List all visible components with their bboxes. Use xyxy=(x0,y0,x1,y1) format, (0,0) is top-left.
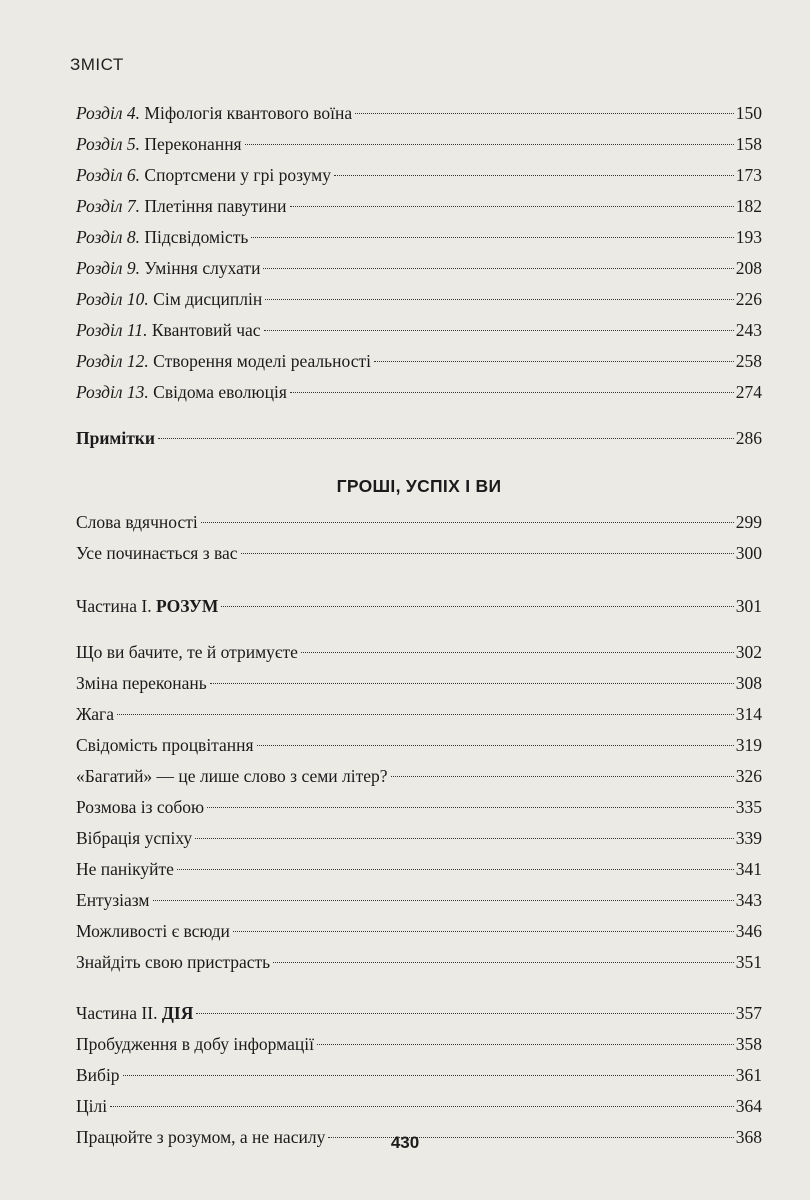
page-number: 208 xyxy=(735,258,762,278)
toc-entry xyxy=(76,668,762,699)
page-number: 343 xyxy=(735,890,762,910)
page-number: 346 xyxy=(735,921,762,941)
chapter-prefix: Розділ 7. xyxy=(76,196,141,216)
page-number: 339 xyxy=(735,828,762,848)
toc-entry xyxy=(76,284,762,315)
page-number: 368 xyxy=(735,1127,762,1147)
chapter-title: Підсвідомість xyxy=(140,227,249,247)
toc-entry xyxy=(76,1091,762,1122)
toc-entry xyxy=(76,1029,762,1060)
page-number: 173 xyxy=(735,165,762,185)
dot-leader xyxy=(245,144,734,145)
page-number: 226 xyxy=(735,289,762,309)
page-number: 193 xyxy=(735,227,762,247)
page-number: 243 xyxy=(735,320,762,340)
page-number: 150 xyxy=(735,103,762,123)
toc-entry xyxy=(76,315,762,346)
page-number: 274 xyxy=(735,382,762,402)
page-number: 361 xyxy=(735,1065,762,1085)
dot-leader xyxy=(123,1075,734,1076)
dot-leader xyxy=(158,438,734,439)
chapter-prefix: Розділ 9. xyxy=(76,258,141,278)
toc-entry xyxy=(76,916,762,947)
page-number: 301 xyxy=(735,596,762,616)
table-of-contents xyxy=(76,98,762,1153)
toc-part-heading xyxy=(76,591,762,622)
dot-leader xyxy=(264,330,734,331)
page-number: 314 xyxy=(735,704,762,724)
dot-leader xyxy=(251,237,733,238)
page-number: 364 xyxy=(735,1096,762,1116)
dot-leader xyxy=(177,869,734,870)
dot-leader xyxy=(257,745,734,746)
dot-leader xyxy=(221,606,733,607)
dot-leader xyxy=(391,776,734,777)
toc-entry xyxy=(76,129,762,160)
chapter-title: Сім дисциплін xyxy=(148,289,263,309)
entry-title: Пробудження в добу інформації xyxy=(76,1034,314,1054)
toc-entry xyxy=(76,222,762,253)
entry-title: Працюйте з розумом, а не насилу xyxy=(76,1127,326,1147)
page-number: 341 xyxy=(735,859,762,879)
dot-leader xyxy=(233,931,734,932)
entry-title: Можливості є всюди xyxy=(76,921,230,941)
entry-title: Слова вдячності xyxy=(76,512,198,532)
part-name: ДІЯ xyxy=(161,1003,194,1023)
dot-leader xyxy=(273,962,734,963)
notes-title: Примітки xyxy=(76,428,155,448)
entry-title: Жага xyxy=(76,704,114,724)
page-number: 308 xyxy=(735,673,762,693)
section-heading: ГРОШІ, УСПІХ І ВИ xyxy=(336,476,502,496)
dot-leader xyxy=(334,175,734,176)
toc-entry xyxy=(76,792,762,823)
entry-title: Не панікуйте xyxy=(76,859,174,879)
dot-leader xyxy=(290,206,734,207)
toc-part-heading xyxy=(76,998,762,1029)
page-number: 335 xyxy=(735,797,762,817)
dot-leader xyxy=(195,838,734,839)
page-number: 357 xyxy=(735,1003,762,1023)
entry-title: Знайдіть свою пристрасть xyxy=(76,952,271,972)
dot-leader xyxy=(301,652,734,653)
page-number: 286 xyxy=(735,428,762,448)
chapter-title: Створення моделі реальності xyxy=(148,351,371,371)
toc-entry xyxy=(76,377,762,408)
chapter-title: Міфологія квантового воїна xyxy=(140,103,353,123)
entry-title: Що ви бачите, те й отримуєте xyxy=(76,642,298,662)
dot-leader xyxy=(196,1013,733,1014)
dot-leader xyxy=(153,900,734,901)
dot-leader xyxy=(210,683,734,684)
chapter-title: Переконання xyxy=(140,134,242,154)
dot-leader xyxy=(355,113,734,114)
chapter-title: Свідома еволюція xyxy=(148,382,287,402)
dot-leader xyxy=(265,299,734,300)
toc-entry xyxy=(76,191,762,222)
page-number: 258 xyxy=(735,351,762,371)
toc-entry xyxy=(76,947,762,978)
toc-entry xyxy=(76,823,762,854)
page-number: 182 xyxy=(735,196,762,216)
chapter-prefix: Розділ 8. xyxy=(76,227,141,247)
chapter-prefix: Розділ 6. xyxy=(76,165,141,185)
entry-title: Усе починається з вас xyxy=(76,543,238,563)
entry-title: Вібрація успіху xyxy=(76,828,193,848)
page-number: 300 xyxy=(735,543,762,563)
chapter-title: Спортсмени у грі розуму xyxy=(140,165,331,185)
page-number: 158 xyxy=(735,134,762,154)
page-number: 302 xyxy=(735,642,762,662)
toc-entry xyxy=(76,761,762,792)
page-number: 358 xyxy=(735,1034,762,1054)
entry-title: Вибір xyxy=(76,1065,120,1085)
chapter-title: Уміння слухати xyxy=(140,258,261,278)
chapter-prefix: Розділ 5. xyxy=(76,134,141,154)
chapter-prefix: Розділ 11. xyxy=(76,320,148,340)
chapter-title: Квантовий час xyxy=(147,320,261,340)
dot-leader xyxy=(317,1044,734,1045)
toc-entry xyxy=(76,160,762,191)
dot-leader xyxy=(290,392,734,393)
chapter-prefix: Розділ 13. xyxy=(76,382,149,402)
toc-entry xyxy=(76,854,762,885)
toc-entry xyxy=(76,253,762,284)
toc-entry xyxy=(76,507,762,538)
dot-leader xyxy=(117,714,734,715)
dot-leader xyxy=(241,553,734,554)
toc-entry xyxy=(76,1060,762,1091)
page-number: 319 xyxy=(735,735,762,755)
entry-title: Розмова із собою xyxy=(76,797,205,817)
entry-title: Свідомість процвітання xyxy=(76,735,254,755)
part-name: РОЗУМ xyxy=(156,596,219,616)
running-head: ЗМІСТ xyxy=(70,55,124,74)
entry-title: Цілі xyxy=(76,1096,108,1116)
toc-entry xyxy=(76,637,762,668)
toc-entry-notes xyxy=(76,423,762,454)
entry-title: «Багатий» — це лише слово з семи літер? xyxy=(76,766,388,786)
toc-entry xyxy=(76,538,762,569)
page-number: 326 xyxy=(735,766,762,786)
part-prefix: Частина І. xyxy=(76,596,157,616)
chapter-prefix: Розділ 4. xyxy=(76,103,141,123)
dot-leader xyxy=(263,268,733,269)
dot-leader xyxy=(374,361,734,362)
toc-entry xyxy=(76,346,762,377)
chapter-prefix: Розділ 10. xyxy=(76,289,149,309)
toc-entry xyxy=(76,699,762,730)
toc-entry xyxy=(76,730,762,761)
dot-leader xyxy=(207,807,734,808)
chapter-title: Плетіння павутини xyxy=(140,196,287,216)
page-number: 351 xyxy=(735,952,762,972)
page-number: 299 xyxy=(735,512,762,532)
page-folio: 430 xyxy=(390,1133,420,1152)
entry-title: Ентузіазм xyxy=(76,890,150,910)
toc-entry xyxy=(76,98,762,129)
dot-leader xyxy=(201,522,734,523)
entry-title: Зміна переконань xyxy=(76,673,207,693)
part-prefix: Частина ІІ. xyxy=(76,1003,162,1023)
toc-entry xyxy=(76,885,762,916)
dot-leader xyxy=(110,1106,734,1107)
chapter-prefix: Розділ 12. xyxy=(76,351,149,371)
